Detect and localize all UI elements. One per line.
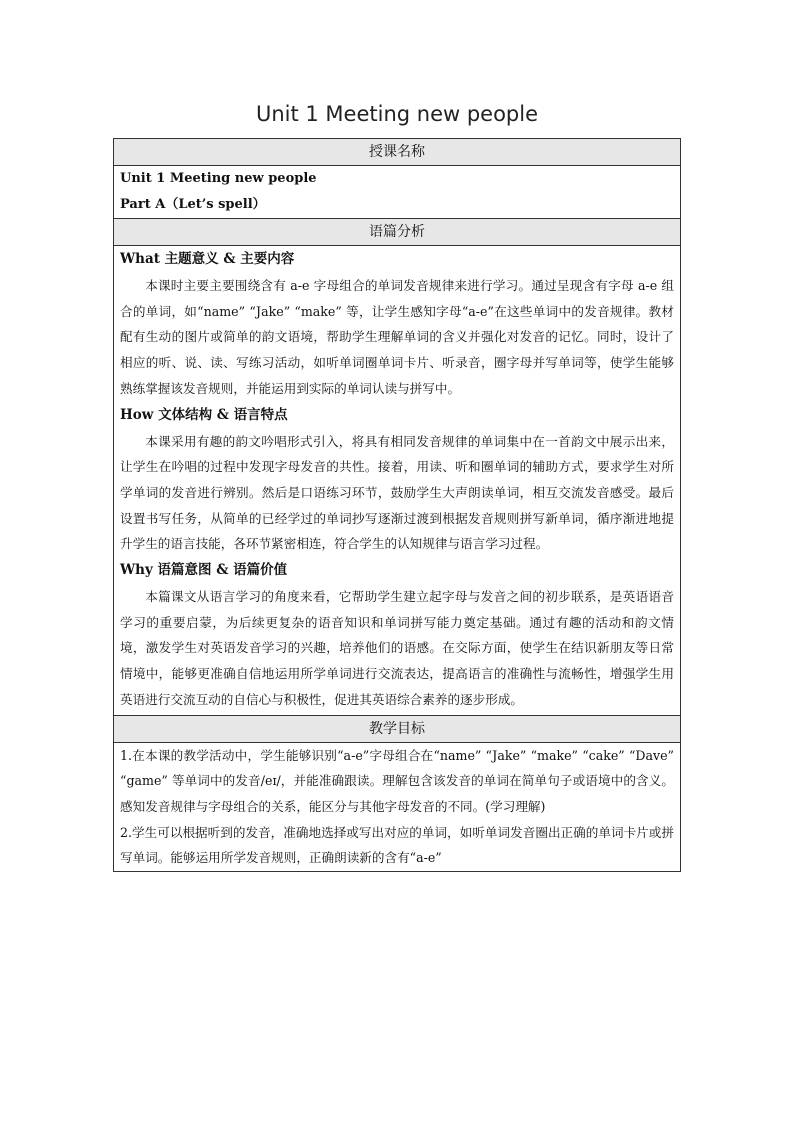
how-paragraph: 本课采用有趣的韵文吟唱形式引入，将具有相同发音规律的单词集中在一首韵文中展示出来，让学生在吟唱的过程中发现字母发音的共性。接着，用读、听和圈单词的辅助方式，要求学生对所学单词的发音进行辨别。然后是口语练习环节，鼓励学生大声朗读单词，相互交流发音感受。最后设置书写任务，从简单的已经学过的单词抄写逐渐过渡到根据发音规则拼写新单词，循序渐进地提升学生的语言技能，各环节紧密相连，符合学生的认知规律与语言学习过程。 [120,433,674,552]
lesson-name-cell [114,166,681,219]
text-analysis-cell [114,246,681,716]
objective-2: 2.学生可以根据听到的发音，准确地选择或写出对应的单词，如听单词发音圈出正确的单词卡片或拼写单词。能够运用所学发音规则，正确朗读新的含有“a-e” [120,824,674,866]
why-heading: Why 语篇意图 & 语篇价值 [120,562,288,579]
why-paragraph: 本篇课文从语言学习的角度来看，它帮助学生建立起字母与发音之间的初步联系，是英语语音学习的重要启蒙，为后续更复杂的语音知识和单词拼写能力奠定基础。通过有趣的活动和韵文情境，激发学生对英语发音学习的兴趣，培养他们的语感。在交际方面，使学生在结识新朋友等日常情境中，能够更准确自信地运用所学单词进行交流表达，提高语言的准确性与流畅性，增强学生用英语进行交流互动的自信心与积极性，促进其英语综合素养的逐步形成。 [120,589,674,707]
what-paragraph: 本课时主要主要围绕含有 a-e 字母组合的单词发音规律来进行学习。通过呈现含有字母 a-e 组合的单词，如“name” “Jake” “make” 等，让学生感知字母“a-e”在这些单词中的发音规律。教材配有生动的图片或简单的韵文语境，帮助学生理解单词的含义并强化对发音的记忆。同时，设计了相应的听、说、读、写练习活动，如听单词圈单词卡片、听录音，圈字母并写单词等，使学生能够熟练掌握该发音规则，并能运用到实际的单词认读与拼写中。 [120,278,674,396]
part-title: Part A（Let’s spell） [120,197,266,212]
document-title: Unit 1 Meeting new people [255,102,539,126]
how-heading: How 文体结构 & 语言特点 [120,406,288,423]
teaching-objectives-cell [114,742,681,872]
lesson-plan-table [113,138,681,872]
objective-1: 1.在本课的教学活动中，学生能够识别“a-e”字母组合在“name” “Jake” “make” “cake” “Dave” “game” 等单词中的发音/eɪ/，并能准确跟读。理解包含该发音的单词在简单句子或语境中的含义。感知发音规律与字母组合的关系，能区分与其他字母发音的不同。(学习理解) [120,747,674,814]
lesson-name-header: 授课名称 [114,139,681,166]
teaching-objectives-header: 教学目标 [114,715,681,742]
what-heading: What 主题意义 & 主要内容 [120,251,295,267]
text-analysis-header: 语篇分析 [114,219,681,246]
unit-title: Unit 1 Meeting new people [120,171,317,186]
